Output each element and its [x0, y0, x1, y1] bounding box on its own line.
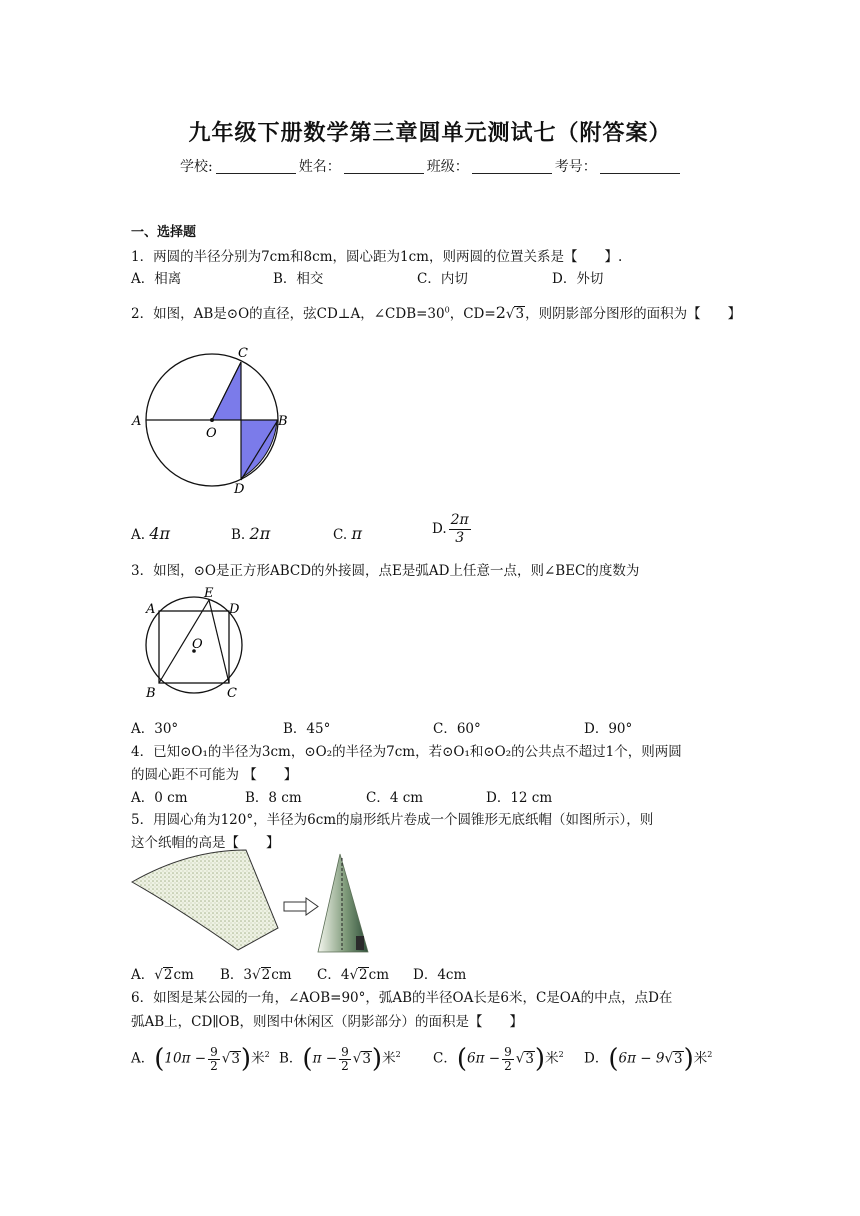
q2-text: 2．如图，AB是⊙O的直径，弦CD⊥A，$\angle CDB=30^0$，CD=2√3，则阴影部分图形的面积为【 】 — [131, 303, 742, 322]
name-blank — [344, 159, 424, 174]
q5-arrow — [284, 898, 318, 915]
q3-segment-ec — [209, 600, 229, 683]
q4-option-a: A．0 cm — [131, 790, 188, 806]
q2-option-d: D. $\frac{2\pi}{3}$ — [432, 512, 469, 546]
q4-line1: 4．已知⊙O₁的半径为3cm，⊙O₂的半径为7cm，若⊙O₁和⊙O₂的公共点不超过1个，则两圆 — [131, 744, 682, 760]
q3-label-b: B — [146, 686, 156, 701]
q1-text: 1．两圆的半径分别为7cm和8cm，圆心距为1cm，则两圆的位置关系是【 】. — [131, 249, 623, 265]
q1-option-a: A．相离 — [131, 271, 182, 287]
q3-option-c: C．60° — [433, 721, 481, 737]
q6-option-d: D．(6π − 9√3)米$^2$ — [584, 1044, 713, 1074]
q5-sector-cone-figure — [128, 848, 388, 958]
student-info-line — [180, 156, 683, 176]
q1-option-d: D．外切 — [552, 271, 604, 287]
q6-option-c: C．(6π − $\frac{9}{2}$ √3)米$^2$ — [433, 1044, 564, 1074]
q3-option-b: B．45° — [283, 721, 331, 737]
q6-option-b: B．(π − $\frac{9}{2}$ √3)米$^2$ — [279, 1044, 401, 1074]
q2-label-o: O — [206, 426, 217, 441]
name-label: 姓名： — [298, 159, 341, 175]
q5-option-c: C．4√2cm — [317, 967, 390, 983]
q5-option-d: D．4cm — [413, 967, 467, 983]
q4-line2: 的圆心距不可能为 【 】 — [131, 767, 298, 783]
q2-option-c: C. π — [333, 524, 362, 543]
class-label: 班级： — [426, 159, 469, 175]
q3-square-circle-figure — [140, 585, 250, 703]
q4-option-c: C．4 cm — [366, 790, 424, 806]
section-heading: 一、选择题 — [131, 225, 197, 240]
class-blank — [472, 159, 552, 174]
q5-line2: 这个纸帽的高是【 】 — [131, 835, 280, 851]
q2-circle-figure — [128, 340, 298, 498]
q1-option-b: B．相交 — [273, 271, 324, 287]
school-blank — [216, 159, 296, 174]
q2-option-b: B. 2π — [231, 524, 271, 543]
q1-option-c: C．内切 — [417, 271, 468, 287]
q2-label-c: C — [238, 346, 248, 361]
q5-option-a: A．√2cm — [131, 967, 194, 983]
q3-label-e: E — [204, 586, 214, 601]
q2-label-d: D — [234, 482, 245, 497]
q4-option-d: D．12 cm — [486, 790, 553, 806]
q5-sector — [132, 850, 278, 950]
q2-center-dot — [210, 418, 214, 422]
q3-option-a: A．30° — [131, 721, 179, 737]
q3-label-c: C — [227, 686, 237, 701]
q4-option-b: B．8 cm — [245, 790, 302, 806]
q3-label-o: O — [192, 637, 203, 652]
q6-option-a: A．(10π − $\frac{9}{2}$ √3)米$^2$ — [131, 1044, 270, 1074]
q2-label-b: B — [278, 414, 288, 429]
q3-label-d: D — [229, 602, 240, 617]
page-title: 九年级下册数学第三章圆单元测试七（附答案） — [188, 121, 672, 146]
q3-label-a: A — [146, 602, 156, 617]
q2-option-a: A. 4π — [131, 524, 171, 543]
school-label: 学校: — [180, 159, 213, 175]
q6-line2: 弧AB上，CD∥OB，则图中休闲区（阴影部分）的面积是【 】 — [131, 1014, 524, 1030]
q5-option-b: B．3√2cm — [220, 967, 292, 983]
q5-cone-base — [356, 936, 364, 950]
exam-no-label: 考号： — [554, 159, 597, 175]
q2-label-a: A — [132, 414, 142, 429]
exam-no-blank — [600, 159, 680, 174]
q5-line1: 5．用圆心角为120°，半径为6cm的扇形纸片卷成一个圆锥形无底纸帽（如图所示），则 — [131, 812, 654, 828]
q6-line1: 6．如图是某公园的一角，∠AOB=90°，弧AB的半径OA长是6米，C是OA的中点，点D在 — [131, 990, 673, 1006]
q3-text: 3．如图，⊙O是正方形ABCD的外接圆，点E是弧AD上任意一点，则∠BEC的度数为 — [131, 563, 640, 579]
q3-option-d: D．90° — [584, 721, 633, 737]
